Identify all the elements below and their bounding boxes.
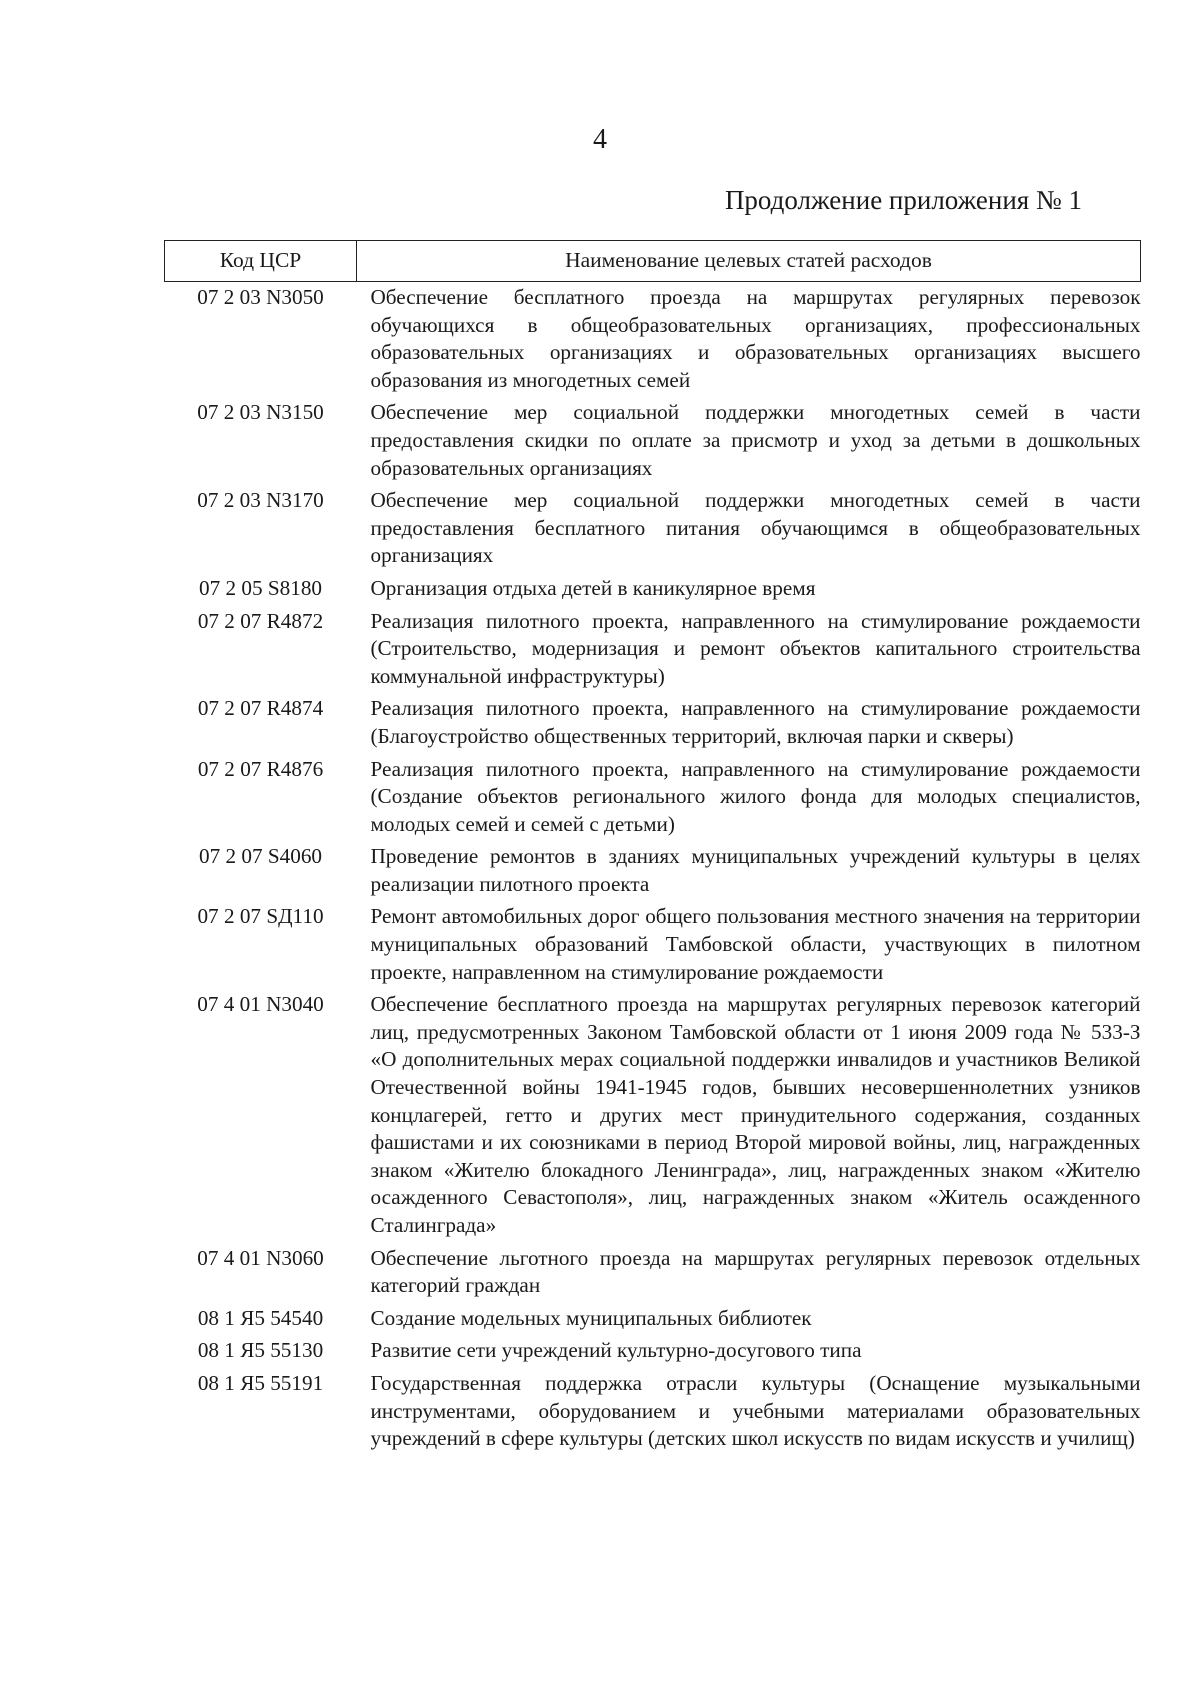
table-row: [165, 903, 1141, 991]
table-row: [165, 608, 1141, 696]
row-code: 07 2 07 S4060: [198, 844, 323, 869]
appendix-title: Продолжение приложения № 1: [724, 185, 1082, 215]
row-name: Создание модельных муниципальных библиотек: [370, 1305, 812, 1330]
row-code: 07 4 01 N3040: [197, 992, 324, 1017]
row-code: 07 2 07 SД110: [197, 904, 324, 929]
table-row: [165, 695, 1141, 755]
table-row: [165, 487, 1141, 575]
table-row: [165, 1370, 1141, 1458]
budget-items-table: [164, 240, 1141, 1458]
row-name: Обеспечение льготного проезда на маршрутах регулярных перевозок отдельных категорий граждан: [370, 1245, 1141, 1298]
table-row: [165, 1305, 1141, 1338]
row-code: 07 2 07 R4872: [197, 608, 324, 633]
table-header-row: [165, 241, 1141, 282]
column-header-name: Наименование целевых статей расходов: [357, 241, 1141, 282]
row-name: Обеспечение бесплатного проезда на маршрутах регулярных перевозок обучающихся в общеобразовательных организациях, профессиональных образовательных организациях и образовательных организациях высшего образования из многодетных семей: [370, 285, 1141, 392]
row-code: 07 4 01 N3060: [197, 1245, 324, 1270]
row-code: 07 2 07 R4876: [197, 756, 324, 781]
row-code: 07 2 03 N3150: [197, 400, 324, 425]
row-name: Проведение ремонтов в зданиях муниципальных учреждений культуры в целях реализации пилотного проекта: [370, 844, 1141, 896]
row-code: 07 2 05 S8180: [198, 575, 323, 600]
table-row: [165, 1245, 1141, 1305]
row-name: Ремонт автомобильных дорог общего пользования местного значения на территории муниципальных образований Тамбовской области, участвующих в пилотном проекте, направленном на стимулирование рождаемости: [370, 904, 1141, 984]
row-name: Реализация пилотного проекта, направленного на стимулирование рождаемости (Создание объектов регионального жилого фонда для молодых специалистов, молодых семей и семей с детьми): [370, 756, 1141, 836]
row-name: Реализация пилотного проекта, направленного на стимулирование рождаемости (Благоустройство общественных территорий, включая парки и скверы): [370, 696, 1141, 748]
table-row: [165, 843, 1141, 903]
row-name: Обеспечение мер социальной поддержки многодетных семей в части предоставления бесплатного питания обучающимся в общеобразовательных организациях: [370, 488, 1141, 568]
table-row: [165, 991, 1141, 1244]
table-row: [165, 399, 1141, 487]
page-number: 4: [593, 124, 607, 155]
row-code: 07 2 03 N3050: [197, 285, 324, 309]
row-name: Государственная поддержка отрасли культуры (Оснащение музыкальными инструментами, оборудованием и учебными материалами образовательных учреждений в сфере культуры (детских школ искусств по видам искусств и училищ): [370, 1370, 1141, 1451]
row-name: Обеспечение бесплатного проезда на маршрутах регулярных перевозок категорий лиц, предусмотренных Законом Тамбовской области от 1 июня 2009 года № 533-З «О дополнительных мерах социальной поддержки инвалидов и участников Великой Отечественной войны 1941-1945 годов, бывших несовершеннолетних узников концлагерей, гетто и других мест принудительного содержания, созданных фашистами и их союзниками в период Второй мировой войны, лиц, награжденных знаком «Жителю блокадного Ленинграда», лиц, награжденных знаком «Жителю осажденного Севастополя», лиц, награжденных знаком «Житель осажденного Сталинграда»: [370, 992, 1141, 1237]
table-row: [165, 756, 1141, 844]
row-name: Обеспечение мер социальной поддержки многодетных семей в части предоставления скидки по оплате за присмотр и уход за детьми в дошкольных образовательных организациях: [370, 400, 1141, 480]
row-code: 08 1 Я5 55191: [197, 1370, 324, 1395]
row-name: Организация отдыха детей в каникулярное время: [370, 575, 816, 600]
row-name: Реализация пилотного проекта, направленного на стимулирование рождаемости (Строительство, модернизация и ремонт объектов капитального строительства коммунальной инфраструктуры): [370, 608, 1141, 688]
row-name: Развитие сети учреждений культурно-досугового типа: [370, 1338, 862, 1363]
row-code: 08 1 Я5 55130: [197, 1338, 324, 1363]
row-code: 08 1 Я5 54540: [197, 1305, 324, 1330]
row-code: 07 2 03 N3170: [197, 488, 324, 513]
column-header-code: Код ЦСР: [165, 241, 357, 282]
table-row: [165, 575, 1141, 608]
table-row: [165, 282, 1141, 400]
table-row: [165, 1337, 1141, 1370]
row-code: 07 2 07 R4874: [197, 696, 324, 721]
